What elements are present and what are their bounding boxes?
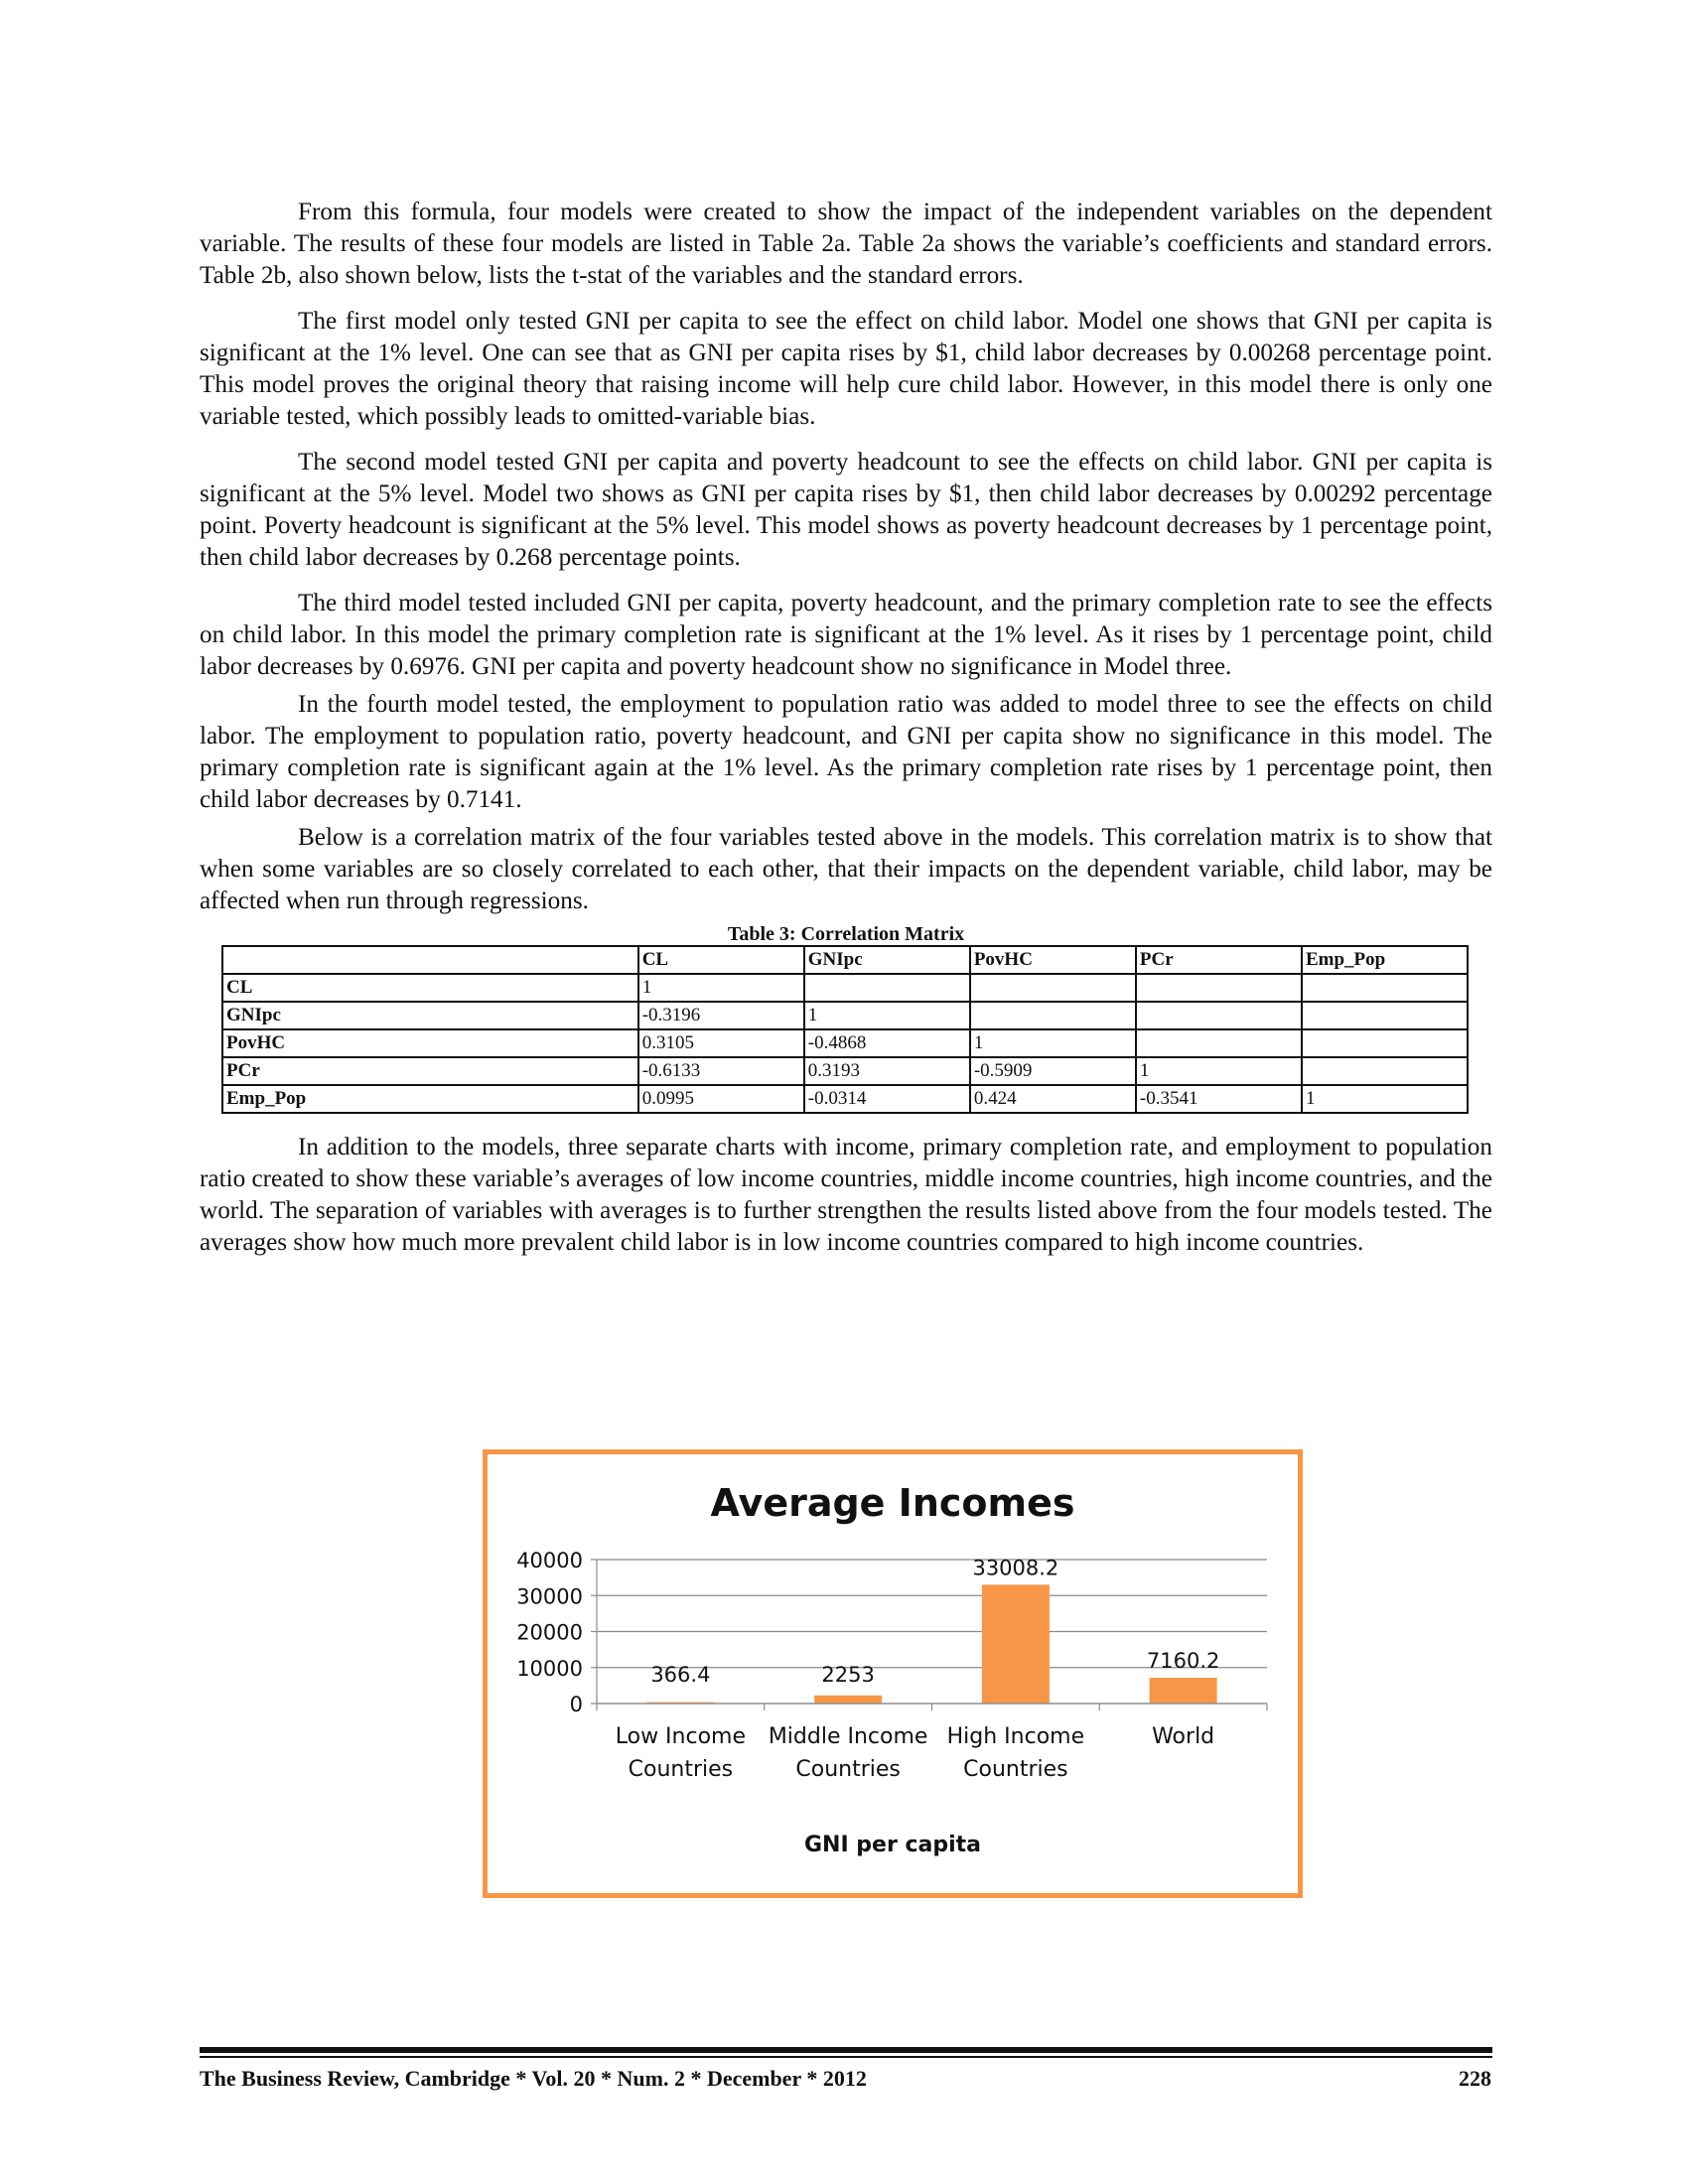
table-cell [1302, 1029, 1468, 1057]
x-tick-label: Countries [963, 1757, 1068, 1782]
paragraph: From this formula, four models were created to show the impact of the independent variables on the dependent variable. The results of these four models are listed in Table 2a. Table 2a shows the variable’s coefficients and standard errors. Table 2b, also shown below, lists the t-stat of the variables and the standard errors. [200, 199, 1492, 289]
table-cell [1136, 1029, 1302, 1057]
table-cell [1302, 974, 1468, 1002]
data-label: 7160.2 [1146, 1649, 1220, 1674]
y-tick-label: 20000 [516, 1620, 583, 1645]
table-row [222, 1029, 1468, 1057]
table-cell: 1 [804, 1002, 970, 1029]
table-cell [1136, 1002, 1302, 1029]
table-cell: -0.3541 [1136, 1085, 1302, 1113]
column-header: PovHC [970, 946, 1136, 974]
correlation-matrix-table [221, 945, 1469, 1114]
column-header: GNIpc [804, 946, 970, 974]
chart-title: Average Incomes [710, 1481, 1075, 1525]
table-cell: -0.0314 [804, 1085, 970, 1113]
chart-svg [488, 1454, 1298, 1893]
table-caption: Table 3: Correlation Matrix [727, 923, 965, 945]
x-axis-title: GNI per capita [803, 1833, 982, 1857]
y-tick-label: 0 [569, 1693, 583, 1716]
column-header: Emp_Pop [1302, 946, 1468, 974]
paragraph: The third model tested included GNI per capita, poverty headcount, and the primary completion rate to see the effects on child labor. In this model the primary completion rate is significant at the 1% level. As it rises by 1 percentage point, child labor decreases by 0.6976. GNI per capita and poverty headcount show no significance in Model three. [200, 590, 1492, 680]
table-cell [1302, 1002, 1468, 1029]
column-header: CL [638, 946, 804, 974]
table-cell: 1 [638, 974, 804, 1002]
table-cell: -0.5909 [970, 1057, 1136, 1085]
y-tick-label: 30000 [516, 1584, 583, 1609]
table-header-row [222, 946, 1468, 974]
table-cell [970, 1002, 1136, 1029]
paragraph: The second model tested GNI per capita and poverty headcount to see the effects on child labor. GNI per capita is significant at the 5% level. Model two shows as GNI per capita rises by $1, then child labor decreases by 0.00292 percentage point. Poverty headcount is significant at the 5% level. This model shows as poverty headcount decreases by 1 percentage point, then child labor decreases by 0.268 percentage points. [200, 449, 1492, 571]
footer-rule [200, 2047, 1492, 2053]
journal-citation: The Business Review, Cambridge * Vol. 20 * Num. 2 * December * 2012 [200, 2066, 867, 2091]
table-cell [1302, 1057, 1468, 1085]
bar [814, 1696, 882, 1704]
table-corner-cell [222, 946, 638, 974]
table-cell: 1 [970, 1029, 1136, 1057]
table-cell: 1 [1302, 1085, 1468, 1113]
row-header: PovHC [222, 1029, 638, 1057]
table-cell: -0.3196 [638, 1002, 804, 1029]
table-row [222, 974, 1468, 1002]
row-header: CL [222, 974, 638, 1002]
table-cell: -0.6133 [638, 1057, 804, 1085]
row-header: Emp_Pop [222, 1085, 638, 1113]
table-cell [1136, 974, 1302, 1002]
y-tick-label: 40000 [516, 1549, 583, 1572]
table-cell: 0.424 [970, 1085, 1136, 1113]
paragraph: In addition to the models, three separate charts with income, primary completion rate, and employment to population ratio created to show these variable’s averages of low income countries, middle income countries, high income countries, and the world. The separation of variables with averages is to further strengthen the results listed above from the four models tested. The averages show how much more prevalent child labor is in low income countries compared to high income countries. [200, 1134, 1492, 1256]
table-cell: -0.4868 [804, 1029, 970, 1057]
x-tick-label: Middle Income [768, 1724, 928, 1749]
data-label: 2253 [821, 1663, 875, 1687]
table-cell [804, 974, 970, 1002]
table-cell: 0.0995 [638, 1085, 804, 1113]
table-row [222, 1085, 1468, 1113]
paragraph: In the fourth model tested, the employment to population ratio was added to model three to see the effects on child labor. The employment to population ratio, poverty headcount, and GNI per capita show no significance in this model. The primary completion rate is significant again at the 1% level. As the primary completion rate rises by 1 percentage point, then child labor decreases by 0.7141. [200, 691, 1492, 813]
row-header: GNIpc [222, 1002, 638, 1029]
footer-rule [200, 2056, 1492, 2058]
x-tick-label: High Income [946, 1724, 1085, 1749]
data-label: 366.4 [650, 1663, 711, 1687]
article-body [200, 197, 1492, 1273]
row-header: PCr [222, 1057, 638, 1085]
paragraph: Below is a correlation matrix of the four variables tested above in the models. This correlation matrix is to show that when some variables are so closely correlated to each other, that their impacts on the dependent variable, child labor, may be affected when run through regressions. [200, 824, 1492, 914]
column-header: PCr [1136, 946, 1302, 974]
paragraph: The first model only tested GNI per capita to see the effect on child labor. Model one shows that GNI per capita is significant at the 1% level. One can see that as GNI per capita rises by $1, child labor decreases by 0.00268 percentage point. This model proves the original theory that raising income will help cure child labor. However, in this model there is only one variable tested, which possibly leads to omitted-variable bias. [200, 308, 1492, 430]
data-label: 33008.2 [972, 1556, 1059, 1580]
table-cell: 0.3105 [638, 1029, 804, 1057]
page-number: 228 [1459, 2066, 1491, 2091]
table-cell: 0.3193 [804, 1057, 970, 1085]
bar [1150, 1678, 1217, 1704]
average-incomes-chart [483, 1449, 1303, 1898]
x-tick-label: Countries [795, 1757, 901, 1782]
x-tick-label: Countries [628, 1757, 734, 1782]
table-row [222, 1002, 1468, 1029]
x-tick-label: World [1152, 1724, 1215, 1749]
table-row [222, 1057, 1468, 1085]
table-cell: 1 [1136, 1057, 1302, 1085]
bar [982, 1584, 1050, 1704]
table-cell [970, 974, 1136, 1002]
x-tick-label: Low Income [615, 1724, 747, 1749]
y-tick-label: 10000 [516, 1656, 583, 1681]
